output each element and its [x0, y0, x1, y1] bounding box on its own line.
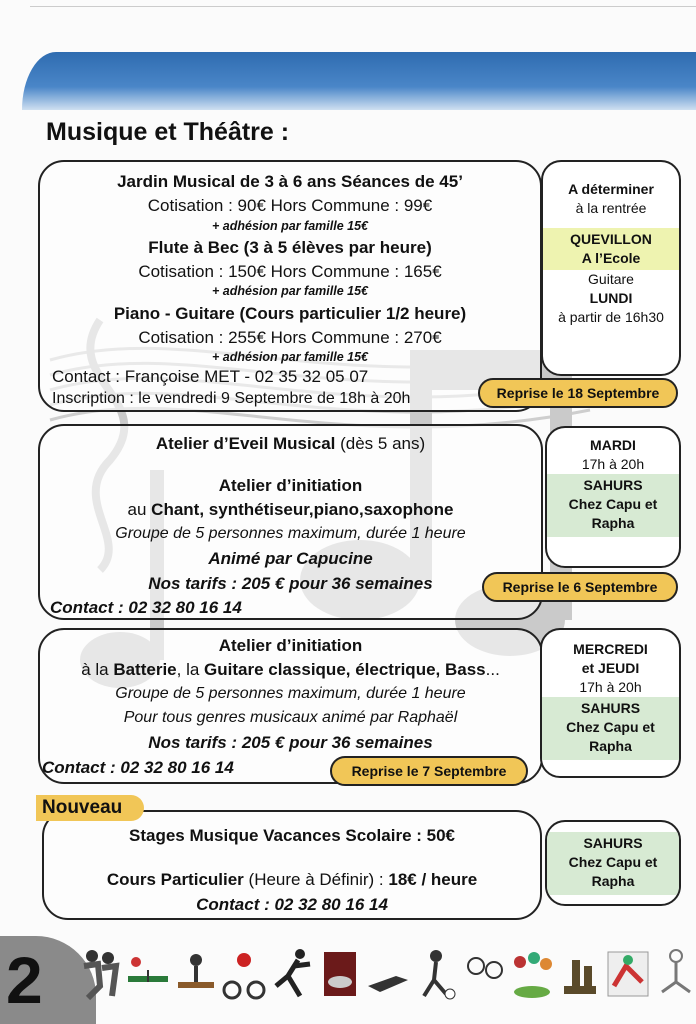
cyclist-icon [222, 946, 266, 1002]
section-jardin-musical [38, 160, 542, 412]
side3-line4: SAHURS [580, 700, 641, 716]
page-number: 2 [6, 943, 43, 1017]
yoga-icon [654, 946, 696, 1002]
jardin-musical-heading: Jardin Musical de 3 à 6 ans Séances de 45’ [117, 172, 463, 191]
side2-line5: Rapha [591, 515, 635, 531]
side3-line2: et JEUDI [581, 660, 640, 676]
cotisation-jardin: Cotisation : 90€ Hors Commune : 99€ [147, 196, 433, 215]
piano-guitare-heading: Piano - Guitare (Cours particulier 1/2 heure) [113, 304, 467, 323]
side1-line4: A l’Ecole [581, 250, 641, 266]
contact-eveil: Contact : 02 32 80 16 14 [50, 598, 242, 617]
top-rule [30, 6, 696, 7]
chess-icon [558, 946, 602, 1002]
cours-particulier-line: Cours Particulier (Heure à Définir) : 18€ / heure [106, 870, 478, 889]
table-tennis-icon [126, 946, 170, 1002]
side2-line4: Chez Capu et [568, 496, 658, 512]
side1-line1: A déterminer [568, 181, 654, 197]
genres-line: Pour tous genres musicaux animé par Raphaël [123, 709, 458, 726]
adhesion-note-1: + adhésion par famille 15€ [212, 219, 368, 233]
inscription-date: Inscription : le vendredi 9 Septembre de 18h à 20h [52, 390, 411, 407]
schedule-quevillon [541, 160, 681, 376]
gym-bench-icon [174, 946, 218, 1002]
step-board-icon [366, 946, 410, 1002]
drums-icon [318, 946, 362, 1002]
group-size-line: Groupe de 5 personnes maximum, durée 1 heure [115, 525, 466, 542]
side2-line3: SAHURS [583, 477, 643, 493]
group-size-line-3: Groupe de 5 personnes maximum, durée 1 heure [115, 685, 466, 702]
adhesion-note-2: + adhésion par famille 15€ [212, 284, 368, 298]
tarifs-line: Nos tarifs : 205 € pour 36 semaines [148, 574, 433, 593]
contact-stages: Contact : 02 32 80 16 14 [196, 895, 388, 914]
anime-line: Animé par Capucine [208, 549, 373, 568]
schedule-mercredi-jeudi [540, 628, 681, 778]
side3-line5: Chez Capu et [566, 719, 655, 735]
kids-icon [462, 946, 506, 1002]
reprise-badge-3: Reprise le 7 Septembre [330, 756, 528, 786]
quevillon-highlight [543, 228, 679, 270]
side4-line1: SAHURS [583, 835, 643, 851]
schedule-mardi [545, 426, 681, 568]
eveil-heading: Atelier d’Eveil Musical (dès 5 ans) [155, 434, 426, 453]
tai-chi-icon [606, 946, 650, 1002]
side2-line2: 17h à 20h [581, 456, 645, 472]
header-banner [22, 52, 696, 110]
sahurs-highlight-3 [542, 697, 679, 760]
reprise-badge-1: Reprise le 18 Septembre [478, 378, 678, 408]
cotisation-flute: Cotisation : 150€ Hors Commune : 165€ [138, 262, 442, 281]
side1-line2: à la rentrée [575, 200, 647, 216]
page-title: Musique et Théâtre : [46, 118, 290, 146]
side1-line5: Guitare [588, 271, 634, 287]
tarifs-line-3: Nos tarifs : 205 € pour 36 semaines [148, 733, 433, 752]
football-icon [414, 946, 458, 1002]
side4-line3: Rapha [591, 873, 635, 889]
sahurs-highlight-4 [547, 832, 679, 895]
activity-icons-strip [78, 946, 696, 1006]
side3-line3: 17h à 20h [579, 679, 642, 695]
side1-line3: QUEVILLON [570, 231, 652, 247]
group-icon [510, 946, 554, 1002]
dancer-icon [270, 946, 314, 1002]
side1-line6: LUNDI [589, 290, 633, 306]
side4-line2: Chez Capu et [568, 854, 658, 870]
instruments-line: au Chant, synthétiseur,piano,saxophone [127, 500, 454, 519]
stages-line: Stages Musique Vacances Scolaire : 50€ [129, 826, 455, 845]
side1-line7: à partir de 16h30 [558, 309, 664, 325]
initiation-heading: Atelier d’initiation [218, 476, 363, 495]
section-stages-cours [42, 810, 542, 920]
nouveau-badge: Nouveau [36, 795, 144, 821]
side2-line1: MARDI [590, 437, 636, 453]
side3-line6: Rapha [589, 738, 632, 754]
section-eveil-musical [38, 424, 543, 620]
batterie-guitare-line: à la Batterie, la Guitare classique, électrique, Bass... [81, 660, 500, 679]
contact-atelier: Contact : 02 32 80 16 14 [42, 758, 234, 777]
flute-a-bec-heading: Flute à Bec (3 à 5 élèves par heure) [148, 238, 432, 257]
reprise-badge-2: Reprise le 6 Septembre [482, 572, 678, 602]
atelier-initiation-heading: Atelier d’initiation [218, 636, 363, 655]
judo-icon [78, 946, 122, 1002]
side3-line1: MERCREDI [573, 641, 648, 657]
cotisation-piano: Cotisation : 255€ Hors Commune : 270€ [138, 328, 442, 347]
contact-francoise: Contact : Françoise MET - 02 35 32 05 07 [52, 367, 369, 386]
adhesion-note-3: + adhésion par famille 15€ [212, 350, 368, 364]
schedule-sahurs [545, 820, 681, 906]
sahurs-highlight-2 [547, 474, 679, 537]
